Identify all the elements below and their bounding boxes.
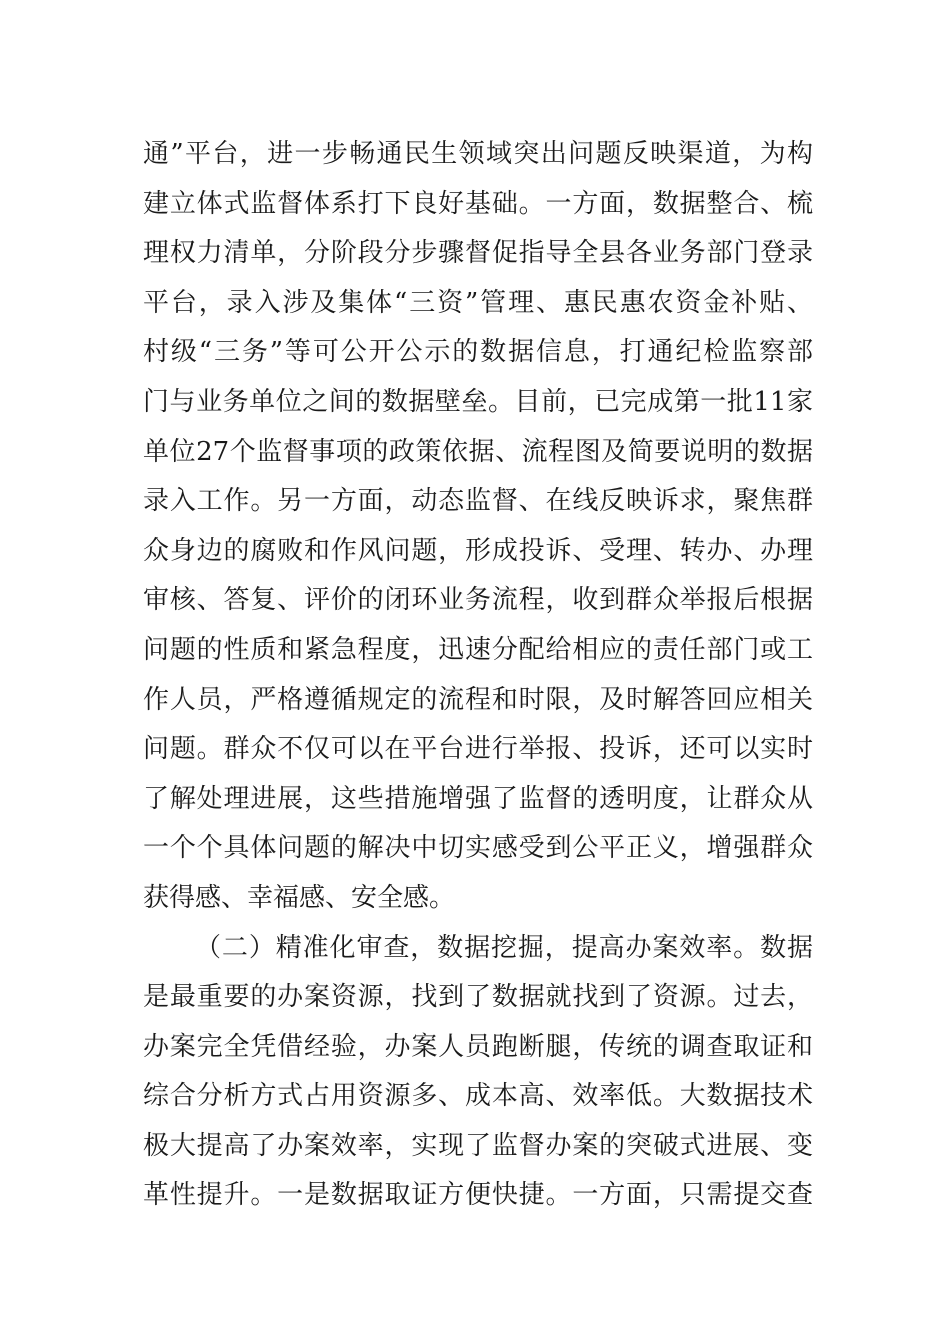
text-line: 平台，录入涉及集体“三资”管理、惠民惠农资金补贴、 [143,287,813,318]
text-line: 极大提高了办案效率，实现了监督办案的突破式进展、变 [143,1130,813,1161]
text-line: 作人员，严格遵循规定的流程和时限，及时解答回应相关 [143,684,813,715]
text-line: 通”平台，进一步畅通民生领域突出问题反映渠道，为构 [143,139,813,169]
text-line: 获得感、幸福感、安全感。 [143,882,456,913]
text-line: 了解处理进展，这些措施增强了监督的透明度，让群众从 [143,783,813,814]
text-line: 办案完全凭借经验，办案人员跑断腿，传统的调查取证和 [143,1031,813,1062]
text-line: 是最重要的办案资源，找到了数据就找到了资源。过去， [143,982,813,1013]
text-line: 村级“三务”等可公开公示的数据信息，打通纪检监察部 [143,337,813,368]
text-line: 理权力清单，分阶段分步骤督促指导全县各业务部门登录 [143,238,813,269]
text-line: 革性提升。一是数据取证方便快捷。一方面，只需提交查 [143,1180,813,1211]
section-heading-line: （二）精准化审查，数据挖掘，提高办案效率。数据 [195,932,813,963]
text-line: 一个个具体问题的解决中切实感受到公平正义，增强群众 [143,833,813,864]
document-body [143,130,813,1221]
text-line: 门与业务单位之间的数据壁垒。目前，已完成第一批11家 [143,386,813,417]
text-line: 问题的性质和紧急程度，迅速分配给相应的责任部门或工 [143,634,813,665]
text-line: 单位27个监督事项的政策依据、流程图及简要说明的数据 [143,436,813,467]
text-line: 建立体式监督体系打下良好基础。一方面，数据整合、梳 [143,188,813,219]
text-line: 录入工作。另一方面，动态监督、在线反映诉求，聚焦群 [143,486,813,517]
text-line: 综合分析方式占用资源多、成本高、效率低。大数据技术 [143,1081,813,1112]
text-line: 众身边的腐败和作风问题，形成投诉、受理、转办、办理 [143,535,813,566]
paragraph-1 [143,130,813,924]
paragraph-2 [143,924,813,1222]
text-line: 问题。群众不仅可以在平台进行举报、投诉，还可以实时 [143,734,813,765]
text-line: 审核、答复、评价的闭环业务流程，收到群众举报后根据 [143,585,813,616]
